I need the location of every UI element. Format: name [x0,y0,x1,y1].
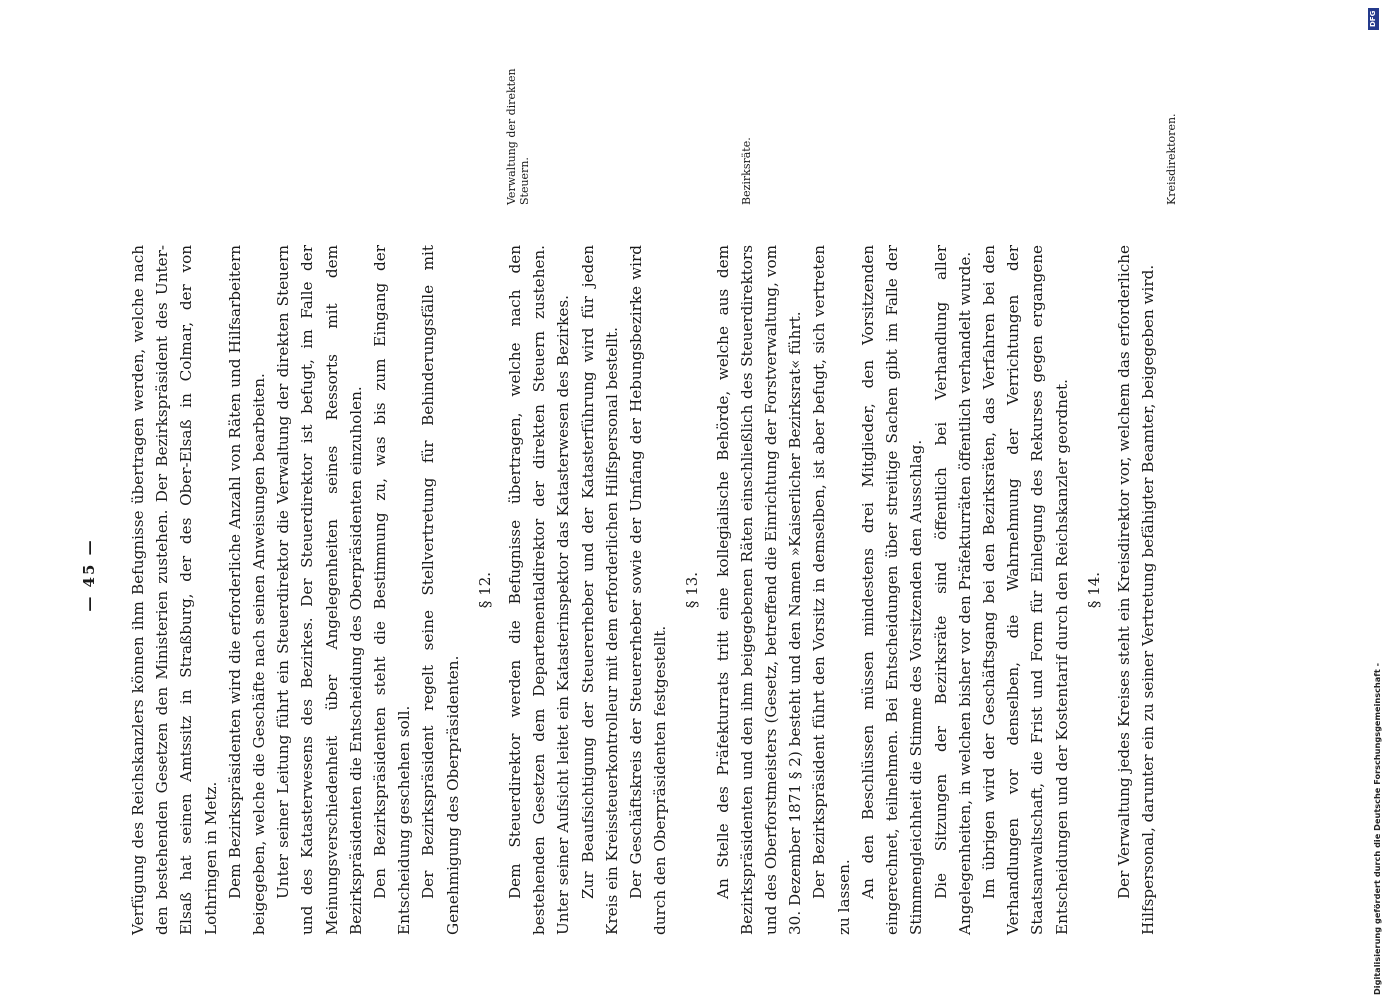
paragraph: Im übrigen wird der Geschäftsgang bei den Bezirksräten, das Verfahren bei den Verhandlungen vor denselben, die Wahrnehmung der Verrichtungen der Staatsanwaltschaft, die Frist und Form für Einlegung des Rekurses gegen ergangene Entscheidungen und der Kostentarif durch den Reichskanzler geordnet. [979,245,1071,935]
section-heading-14: § 14. [1084,571,1103,609]
paragraph: Den Bezirkspräsidenten steht die Bestimmung zu, was bis zum Eingang der Entscheidung geschehen soll. [371,245,414,935]
paragraph: Der Bezirkspräsident regelt seine Stellvertretung für Behinderungsfälle mit Genehmigung des Oberpräsidenten. [419,245,462,935]
digitization-credit: Digitalisierung gefördert durch die Deutsche Forschungsgemeinschaft - [1372,662,1382,995]
margin-note-bezirksraete: Bezirksräte. [740,137,753,205]
rotated-page [80,68,1220,935]
paragraph: Die Sitzungen der Bezirksräte sind öffentlich bei Verhandlung aller Angelegenheiten, in welchen bisher vor den Präfekturräten öffentlich verhandelt wurde. [931,245,974,935]
paragraph: Verfügung des Reichskanzlers können ihm Befugnisse übertragen werden, welche nach den bestehenden Gesetzen den Ministerien zustehen. Der Bezirkspräsident des Unter-Elsaß hat seinen Amtssitz in Straßburg, der des Ober-Elsaß in Colmar, der von Lothringen in Metz. [129,245,220,935]
paragraph: An den Beschlüssen müssen mindestens drei Mitglieder, den Vorsitzenden eingerechnet, teilnehmen. Bei Entscheidungen über streitige Sachen gibt im Falle der Stimmengleichheit die Stimme des Vorsitzenden den Ausschlag. [858,245,926,935]
paragraph: Dem Bezirkspräsidenten wird die erforderliche Anzahl von Räten und Hilfsarbeitern beigegeben, welche die Geschäfte nach seinen Anweisungen bearbeiten. [225,245,269,935]
page-body [126,245,1160,935]
paragraph: Der Geschäftskreis der Steuererheber sowie der Umfang der Hebungsbezirke wird durch den Oberpräsidenten festgestellt. [627,245,670,935]
paragraph: Unter seiner Leitung führt ein Steuerdirektor die Verwaltung der direkten Steuern und des Katasterwesens des Bezirkes. Der Steuerdirektor ist befugt, im Falle der Meinungsverschiedenheit über Angelegenheiten seines Ressorts mit dem Bezirkspräsidenten die Entscheidung des Oberpräsidenten einzuholen. [274,245,365,935]
section-heading-13: § 13. [683,571,702,609]
paragraph: Dem Steuerdirektor werden die Befugnisse übertragen, welche nach den bestehenden Gesetzen dem Departementaldirektor der direkten Steuern zustehen. Unter seiner Aufsicht leitet ein Katasterinspektor das Katasterwesen des Bezirkes. [506,245,573,935]
paragraph: An Stelle des Präfekturrats tritt eine kollegialische Behörde, welche aus dem Bezirkspräsidenten und den ihm beigegebenen Räten einschließlich des Steuerdirektors und des Oberforstmeisters (Gesetz, betreffend die Einrichtung der Forstverwaltung, vom 30. Dezember 1871 § 2) besteht und den Namen »Kaiserlicher Bezirksrat« führt. [713,245,805,935]
paragraph: Der Verwaltung jedes Kreises steht ein Kreisdirektor vor, welchem das erforderliche Hilfspersonal, darunter ein zu seiner Vertretung befähigter Beamter, beigegeben wird. [1114,245,1158,935]
paragraph: Zur Beaufsichtigung der Steuererheber und der Katasterführung wird für jeden Kreis ein Kreissteuerkontrolleur mit dem erforderlichen Hilfspersonal bestellt. [578,245,621,935]
margin-note-kreisdirektoren: Kreisdirektoren. [1165,113,1178,205]
dfg-logo: DFG [1368,8,1379,30]
page-number: — 45 — [80,538,98,612]
section-heading-12: § 12. [475,571,494,609]
paragraph: Der Bezirkspräsident führt den Vorsitz in demselben, ist aber befugt, sich vertreten zu lassen. [810,245,853,935]
margin-note-steuern: Verwaltung der direkten Steuern. [505,68,531,205]
